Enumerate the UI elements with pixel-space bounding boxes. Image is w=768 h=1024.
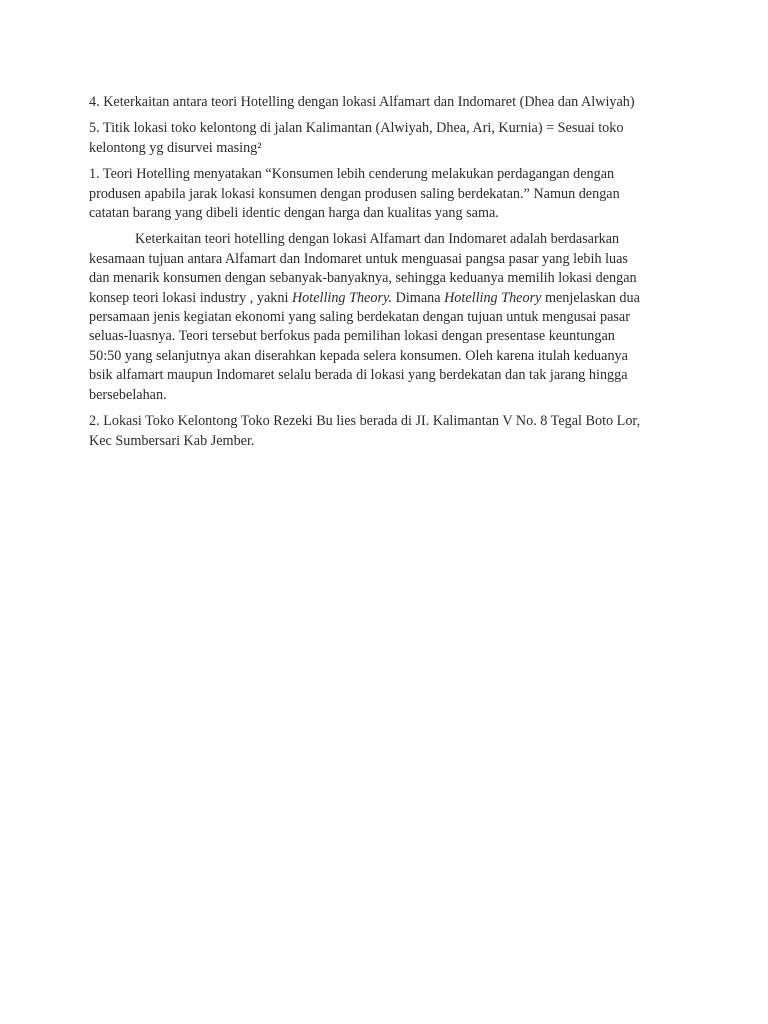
text-run: konsep teori lokasi industry , yakni [89, 289, 292, 306]
text-line: bersebelahan. [89, 386, 167, 403]
italic-term: Hotelling Theory. [291, 289, 393, 306]
text-line: Kec Sumbersari Kab Jember. [89, 432, 255, 449]
paragraph-item-4 [89, 93, 689, 112]
paragraph-body-hotelling [89, 230, 689, 405]
text-line: 1. Teori Hotelling menyatakan “Konsumen lebih cenderung melakukan perdagangan dengan [89, 166, 615, 183]
text-run: menjelaskan dua [541, 289, 640, 306]
text-run: Dimana [392, 289, 445, 306]
text-line: persamaan jenis kegiatan ekonomi yang saling berdekatan dengan tujuan untuk mengusai pasar [89, 309, 630, 326]
text-line: 50:50 yang selanjutnya akan diserahkan kepada selera konsumen. Oleh karena itulah keduanya [89, 347, 628, 364]
text-line [89, 230, 689, 249]
text-line: kelontong yg disurvei masing² [89, 139, 262, 156]
text-line: kesamaan tujuan antara Alfamart dan Indomaret untuk menguasai pangsa pasar yang lebih luas [89, 250, 628, 267]
text-line: produsen apabila jarak lokasi konsumen dengan produsen saling berdekatan.” Namun dengan [89, 185, 620, 202]
paragraph-item-2 [89, 412, 689, 451]
italic-term: Hotelling Theory [444, 289, 542, 306]
paragraph-item-1 [89, 165, 689, 223]
text-line: 2. Lokasi Toko Kelontong Toko Rezeki Bu lies berada di JI. Kalimantan V No. 8 Tegal Boto Lor, [89, 413, 641, 430]
text-line [89, 289, 689, 308]
text-run: Keterkaitan teori hotelling dengan lokasi Alfamart dan Indomaret adalah berdasarkan [135, 231, 620, 248]
paragraph-item-5 [89, 119, 689, 158]
text-line: 4. Keterkaitan antara teori Hotelling dengan lokasi Alfamart dan Indomaret (Dhea dan Alwiyah) [89, 94, 635, 110]
text-line: dan menarik konsumen dengan sebanyak-banyaknya, sehingga keduanya memilih lokasi dengan [89, 270, 637, 287]
text-line: catatan barang yang dibeli identic dengan harga dan kualitas yang sama. [89, 205, 499, 222]
text-line: seluas-luasnya. Teori tersebut berfokus pada pemilihan lokasi dengan presentase keuntungan [89, 328, 615, 345]
text-line: 5. Titik lokasi toko kelontong di jalan Kalimantan (Alwiyah, Dhea, Ari, Kurnia) = Sesuai toko [89, 120, 624, 137]
text-line: bsik alfamart maupun Indomaret selalu berada di lokasi yang berdekatan dan tak jarang hingga [89, 367, 628, 384]
document-content [89, 93, 689, 458]
